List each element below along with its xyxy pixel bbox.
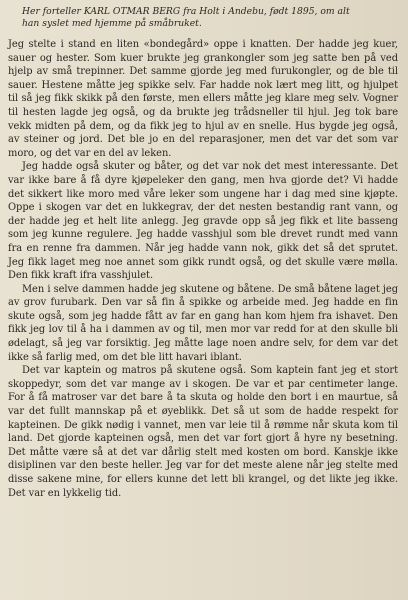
paragraph-3: Men i selve dammen hadde jeg skutene og båtene. De små båtene laget jeg av grov furubark. Den var så fin å spikke og arbeide med. Jeg hadde en fin skute også, som jeg hadde fått av far en gang han kom hjem fra ishavet. Den fikk jeg lov til å ha i dammen av og til, men mor var redd for at den skulle bli ødelagt, så jeg var forsiktig. Jeg måtte lage noen andre selv, for dem var det ikke så farlig med, om det ble litt havari iblant.: [8, 283, 398, 363]
paragraph-2: Jeg hadde også skuter og båter, og det var nok det mest interessante. Det var ikke bare å få dyre kjøpeleker den gang, men hva gjorde det? Vi hadde det sikkert like moro med våre leker som ungene har i dag med sine kjøpte. Oppe i skogen var det en lukkegrav, der det nesten bestandig rant vann, og der hadde jeg et helt lite anlegg. Jeg gravde opp så jeg fikk et lite basseng som jeg kunne regulere. Jeg hadde vasshjul som ble drevet rundt med vann fra en renne fra dammen. Når jeg hadde vann nok, gikk det så det sprutet. Jeg fikk laget meg noe annet som gikk rundt også, og det skulle være mølla. Den fikk kraft ifra vasshjulet.: [8, 161, 398, 282]
paragraph-1: Jeg stelte i stand en liten «bondegård» oppe i knatten. Der hadde jeg kuer, sauer og hester. Som kuer brukte jeg grankongler som jeg satte ben på ved hjelp av små trepinner. Det samme gjorde jeg med furukongler, og de ble til sauer. Hestene måtte jeg spikke selv. Far hadde nok lært meg litt, og hjulpet til så jeg fikk skikk på den første, men ellers måtte jeg klare meg selv. Vogner til hesten lagde jeg også, og da brukte jeg trådsneller til hjul. Jeg tok bare vekk midten på dem, og da fikk jeg to hjul av en snelle. Hus bygde jeg også, av steiner og jord. Det ble jo en del reparasjoner, men det var det som var moro, og det var en del av leken.: [8, 39, 398, 159]
intro-text: Her forteller KARL OTMAR BERG fra Holt i Andebu, født 1895, om alt han syslet med hjemme på småbruket.: [22, 6, 350, 29]
story-body: [8, 38, 398, 500]
paragraph-4: Det var kaptein og matros på skutene også. Som kaptein fant jeg et stort skoppedyr, som det var mange av i skogen. De var et par centimeter lange. For å få matroser var det bare å ta skuta og holde den bort i en maurtue, så var det fullt mannskap på et øyeblikk. Det så ut som de hadde respekt for kapteinen. De gikk nødig i vannet, men var leie til å rømme når skuta kom til land. Det gjorde kapteinen også, men det var fort gjort å hyre ny besetning. Det måtte være så at det var dårlig stelt med kosten om bord. Kanskje ikke disiplinen var den beste heller. Jeg var for det meste alene når jeg stelte med disse sakene mine, for ellers kunne det lett bli krangel, og det likte jeg ikke. Det var en lykkelig tid.: [8, 365, 398, 499]
